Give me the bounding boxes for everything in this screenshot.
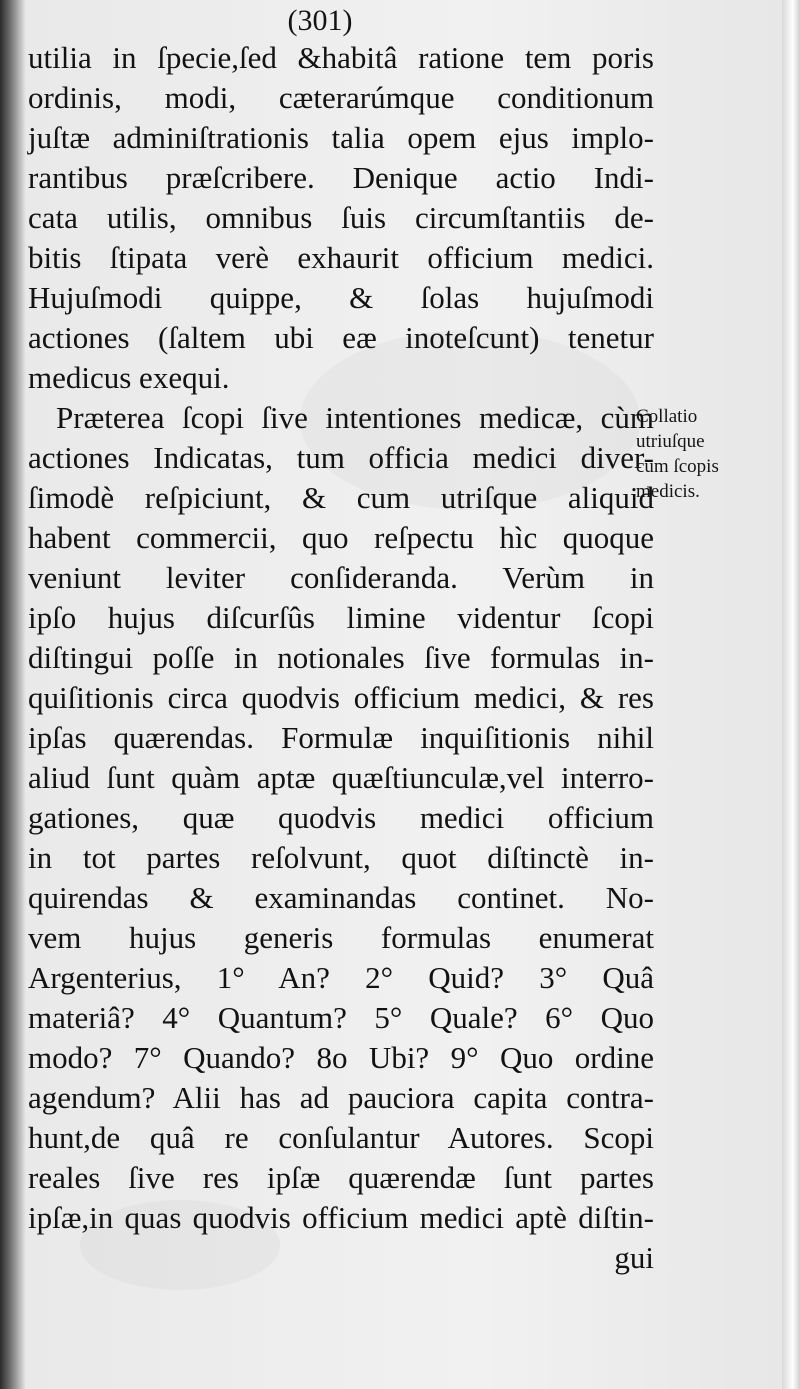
text-line: bitis ſtipata verè exhaurit officium medici. [28, 240, 654, 275]
text-line: diſtingui poſſe in notionales ſive formulas in- [28, 640, 654, 675]
marginal-note-line: cum ſcopis [636, 456, 719, 477]
text-line: materiâ? 4° Quantum? 5° Quale? 6° Quo [28, 1000, 654, 1035]
text-line: rantibus præſcribere. Denique actio Indi- [28, 160, 654, 195]
text-line: hunt,de quâ re conſulantur Autores. Scopi [28, 1120, 654, 1155]
text-line: ipſo hujus diſcurſûs limine videntur ſcopi [28, 600, 654, 635]
text-line: actiones Indicatas, tum officia medici diver- [28, 440, 654, 475]
catchword: gui [614, 1240, 654, 1275]
page-edge [782, 0, 800, 1389]
text-line: in tot partes reſolvunt, quot diſtinctè in- [28, 840, 654, 875]
text-line: quirendas & examinandas continet. No- [28, 880, 654, 915]
marginal-note-line: utriuſque [636, 431, 705, 452]
text-line: cata utilis, omnibus ſuis circumſtantiis de- [28, 200, 654, 235]
marginal-note-line: medicis. [636, 481, 700, 502]
text-line: Argenterius, 1° An? 2° Quid? 3° Quâ [28, 960, 654, 995]
text-line: juſtæ adminiſtrationis talia opem ejus implo- [28, 120, 654, 155]
text-line: aliud ſunt quàm aptæ quæſtiunculæ,vel interro- [28, 760, 654, 795]
page-number: (301) [287, 4, 353, 37]
text-line: Hujuſmodi quippe, & ſolas hujuſmodi [28, 280, 654, 315]
marginal-note-line: Collatio [636, 406, 698, 427]
text-line: gationes, quæ quodvis medici officium [28, 800, 654, 835]
text-line: vem hujus generis formulas enumerat [28, 920, 654, 955]
text-line: habent commercii, quo reſpectu hìc quoque [28, 520, 654, 555]
text-line: medicus exequi. [28, 360, 230, 395]
text-line: modo? 7° Quando? 8o Ubi? 9° Quo ordine [28, 1040, 654, 1075]
body-text [28, 38, 654, 1278]
text-line: Præterea ſcopi ſive intentiones medicæ, cùm [56, 400, 654, 435]
text-line: ipſas quærendas. Formulæ inquiſitionis nihil [28, 720, 654, 755]
marginal-note [636, 404, 786, 504]
text-line: quiſitionis circa quodvis officium medici, & res [28, 680, 654, 715]
text-line: utilia in ſpecie,ſed &habitâ ratione tem poris [28, 40, 654, 75]
text-line: ſimodè reſpiciunt, & cum utriſque aliquid [28, 480, 654, 515]
text-line: actiones (ſaltem ubi eæ inoteſcunt) tenetur [28, 320, 654, 355]
text-line: ipſæ,in quas quodvis officium medici aptè diſtin- [28, 1200, 654, 1235]
text-line: reales ſive res ipſæ quærendæ ſunt partes [28, 1160, 654, 1195]
text-line: ordinis, modi, cæterarúmque conditionum [28, 80, 654, 115]
text-line: agendum? Alii has ad pauciora capita contra- [28, 1080, 654, 1115]
text-line: veniunt leviter conſideranda. Verùm in [28, 560, 654, 595]
